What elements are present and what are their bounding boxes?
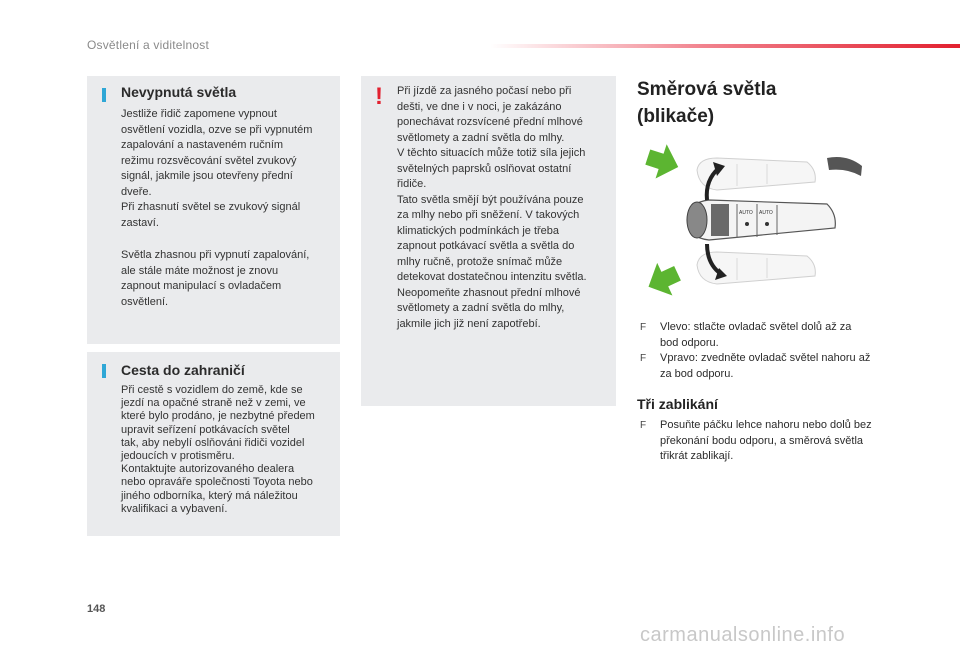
- panel-heading: Nevypnutá světla: [121, 84, 237, 100]
- bullet-text: Vpravo: zvedněte ovladač světel nahoru až za bod odporu.: [660, 352, 871, 380]
- arrow-right-icon: [642, 140, 684, 184]
- sub-heading: Tři zablikání: [637, 396, 718, 412]
- bullet-marker: F: [640, 353, 647, 364]
- stalk-main: [687, 200, 835, 240]
- panel-text: Jestliže řidič zapomene vypnout osvětlení vozidla, ozve se při vypnutém zapalování a nastaveném ručním režimu rozsvěcování světel zvukový signál, jakmile jsou otevřeny přední dveře. Při zhasnutí světel se zvukový signál zastaví.: [121, 108, 313, 229]
- page-number: 148: [87, 603, 106, 615]
- arrow-left-icon: [641, 257, 685, 303]
- bullet-marker: F: [640, 420, 647, 431]
- info-icon: [102, 88, 106, 102]
- steering-wheel-icon: [827, 157, 862, 176]
- bullet-text: Posuňte páčku lehce nahoru nebo dolů bez překonání bodu odporu, a směrová světla třikrát zablikají.: [660, 419, 872, 462]
- info-icon: [102, 364, 106, 378]
- header-accent-bar: [490, 44, 960, 48]
- bullet-marker: F: [640, 322, 647, 333]
- bullet-text: Vlevo: stlačte ovladač světel dolů až za bod odporu.: [660, 321, 852, 349]
- panel-heading: Cesta do zahraničí: [121, 362, 245, 378]
- panel-text: Při cestě s vozidlem do země, kde se jezdí na opačné straně než v zemi, ve které bylo prodáno, je nezbytné předem upravit seřízení potkávacích světel tak, aby nebylí oslňováni řidiči vozidel jedoucích v protisměru. Kontaktujte autorizovaného dealera nebo opravářе společnosti Toyota nebo jiného odborníka, který má náležitou kvalifikaci a vybavení.: [121, 384, 315, 515]
- watermark: carmanualsonline.info: [640, 624, 846, 646]
- info-panel-abroad: [87, 352, 340, 536]
- auto-label: AUTO: [739, 210, 753, 216]
- section-heading: Směrová světla (blikače): [637, 79, 777, 127]
- warning-text: Při jízdě za jasného počasí nebo při dešti, ve dne i v noci, je zakázáno ponechávat rozsvícené přední mlhové světlomety a zadní světla do mlhy. V těchto situacích může totiž síla jejich světelných paprsků oslňovat ostatní řidiče. Tato světla smějí být používána pouze za mlhy nebo při sněžení. V takových klimatických podmínkách je třeba zapnout potkávací světla a světla do mlhy ručně, protože snímač může detekovat dostatečnou intenzitu světla. Neopomeňte zhasnout přední mlhové světlomety a zadní světla do mlhy, jakmile jich již není zapotřebí.: [397, 85, 587, 330]
- panel-text: Světla zhasnou při vypnutí zapalování, ale stále máte možnost je znovu zapnout manipulací s ovladačem osvětlení.: [121, 249, 310, 308]
- auto-label: AUTO: [759, 210, 773, 216]
- info-panel-lights-on: [87, 76, 340, 344]
- indicator-stalk-illustration: [637, 140, 877, 310]
- section-title: Osvětlení a viditelnost: [87, 38, 209, 52]
- warning-icon: !: [375, 83, 383, 110]
